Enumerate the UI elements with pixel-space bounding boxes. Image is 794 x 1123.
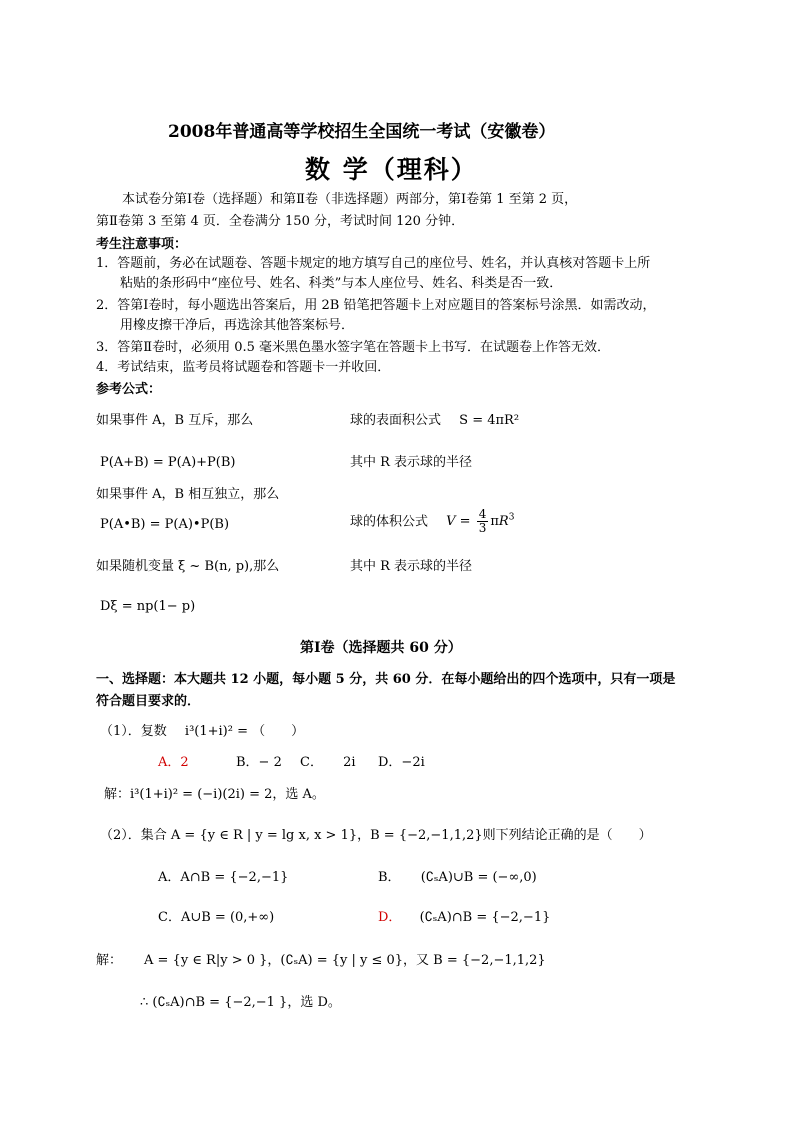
sphere-area-label xyxy=(350,410,519,431)
note-item-4: 4．考试结束，监考员将试题卷和答题卡一并收回． xyxy=(96,360,391,375)
sphere-area-text: 球的表面积公式 xyxy=(350,413,442,428)
radius-note-1: 其中 R 表示球的半径 xyxy=(350,455,473,470)
formula-binom: Dξ = np(1− p) xyxy=(100,599,196,614)
q2-option-a: A．A∩B = {−2,−1} xyxy=(158,870,289,885)
q1-option-a: A．2 xyxy=(158,755,189,770)
q2-stem xyxy=(100,825,652,846)
note-item-2a: 2．答第Ⅰ卷时，每小题选出答案后，用 2B 铅笔把答题卡上对应题目的答案标号涂黑．如需改动， xyxy=(96,298,656,313)
note-item-1a: 1．答题前，务必在试题卷、答题卡规定的地方填写自己的座位号、姓名，并认真核对答题卡上所 xyxy=(96,256,651,271)
q1-stem xyxy=(100,721,304,742)
q1-option-b: B．− 2 xyxy=(236,755,282,770)
section-instructions-a: 一、选择题：本大题共 12 小题，每小题 5 分，共 60 分．在每小题给出的四个选项中，只有一项是 xyxy=(96,672,676,687)
formulas-heading: 参考公式： xyxy=(96,382,162,397)
sphere-volume-label xyxy=(350,508,514,535)
radius-note-2: 其中 R 表示球的半径 xyxy=(350,559,473,574)
note-item-3: 3．答第Ⅱ卷时，必须用 0.5 毫米黑色墨水签字笔在答题卡上书写．在试题卷上作答无效． xyxy=(96,340,611,355)
formula-mutex: P(A+B) = P(A)+P(B) xyxy=(100,455,236,470)
q1-label: （1）．复数 xyxy=(100,724,167,739)
fraction-four-thirds: $\frac{4}{3}$ xyxy=(478,507,487,536)
formula-indep: P(A•B) = P(A)•P(B) xyxy=(100,517,230,532)
note-item-1b: 粘贴的条形码中“座位号、姓名、科类”与本人座位号、姓名、科类是否一致． xyxy=(120,276,563,291)
q2-option-b-value: (∁ₛA)∪B = (−∞,0) xyxy=(420,870,537,885)
intro-line-1: 本试卷分第Ⅰ卷（选择题）和第Ⅱ卷（非选择题）两部分，第Ⅰ卷第 1 至第 2 页， xyxy=(122,192,578,207)
sphere-volume-text: 球的体积公式 xyxy=(350,514,429,530)
q2-option-b xyxy=(378,867,537,888)
sphere-area-formula: S = 4πR² xyxy=(459,413,520,428)
part1-title: 第Ⅰ卷（选择题共 60 分） xyxy=(300,640,462,656)
q1-solution: 解：i³(1+i)² = (−i)(2i) = 2，选 A。 xyxy=(104,787,325,802)
q2-option-d-label: D． xyxy=(378,910,402,925)
q2-option-d-value: (∁ₛA)∩B = {−2,−1} xyxy=(419,910,551,925)
note-item-2b: 用橡皮擦干净后，再选涂其他答案标号． xyxy=(120,318,355,333)
subject-title: 数 学（理科） xyxy=(305,155,478,184)
q2-option-b-label: B． xyxy=(378,870,401,885)
exam-title: 2008年普通高等学校招生全国统一考试（安徽卷） xyxy=(168,122,556,142)
formula-mutex-label: 如果事件 A，B 互斥，那么 xyxy=(96,413,254,428)
q2-solution-line-2: ∴ (∁ₛA)∩B = {−2,−1 }，选 D。 xyxy=(140,995,341,1010)
q2-solution-label: 解： xyxy=(96,953,123,968)
q1-option-c-label: C． xyxy=(300,755,323,770)
q2-stem-question: 则下列结论正确的是（ ） xyxy=(482,828,652,843)
notes-heading: 考生注意事项： xyxy=(96,237,188,252)
sphere-volume-formula: V = $\frac{4}{3}$ $\pi R^3$ xyxy=(446,507,515,536)
formula-indep-label: 如果事件 A，B 相互独立，那么 xyxy=(96,487,280,502)
q1-expression: i³(1+i)² = （ ） xyxy=(184,724,305,739)
q1-option-c-value: 2i xyxy=(343,755,356,770)
q1-option-c xyxy=(300,752,356,773)
q1-option-d: D．−2i xyxy=(378,755,425,770)
q2-option-c: C．A∪B = (0,+∞) xyxy=(158,910,275,925)
intro-line-2: 第Ⅱ卷第 3 至第 4 页．全卷满分 150 分，考试时间 120 分钟． xyxy=(96,214,465,229)
q2-solution-line-1: A = {y ∈ R|y > 0 }，(∁ₛA) = {y | y ≤ 0}，又 B = {−2,−1,1,2} xyxy=(144,953,546,968)
q2-stem-set-definition: （2）．集合 A = {y ∈ R | y = lg x, x > 1}，B = {−2,−1,1,2} xyxy=(100,828,483,843)
q2-option-d xyxy=(378,907,550,928)
formula-binom-label: 如果随机变量 ξ ~ B(n, p),那么 xyxy=(96,559,280,574)
section-instructions-b: 符合题目要求的． xyxy=(96,694,201,709)
